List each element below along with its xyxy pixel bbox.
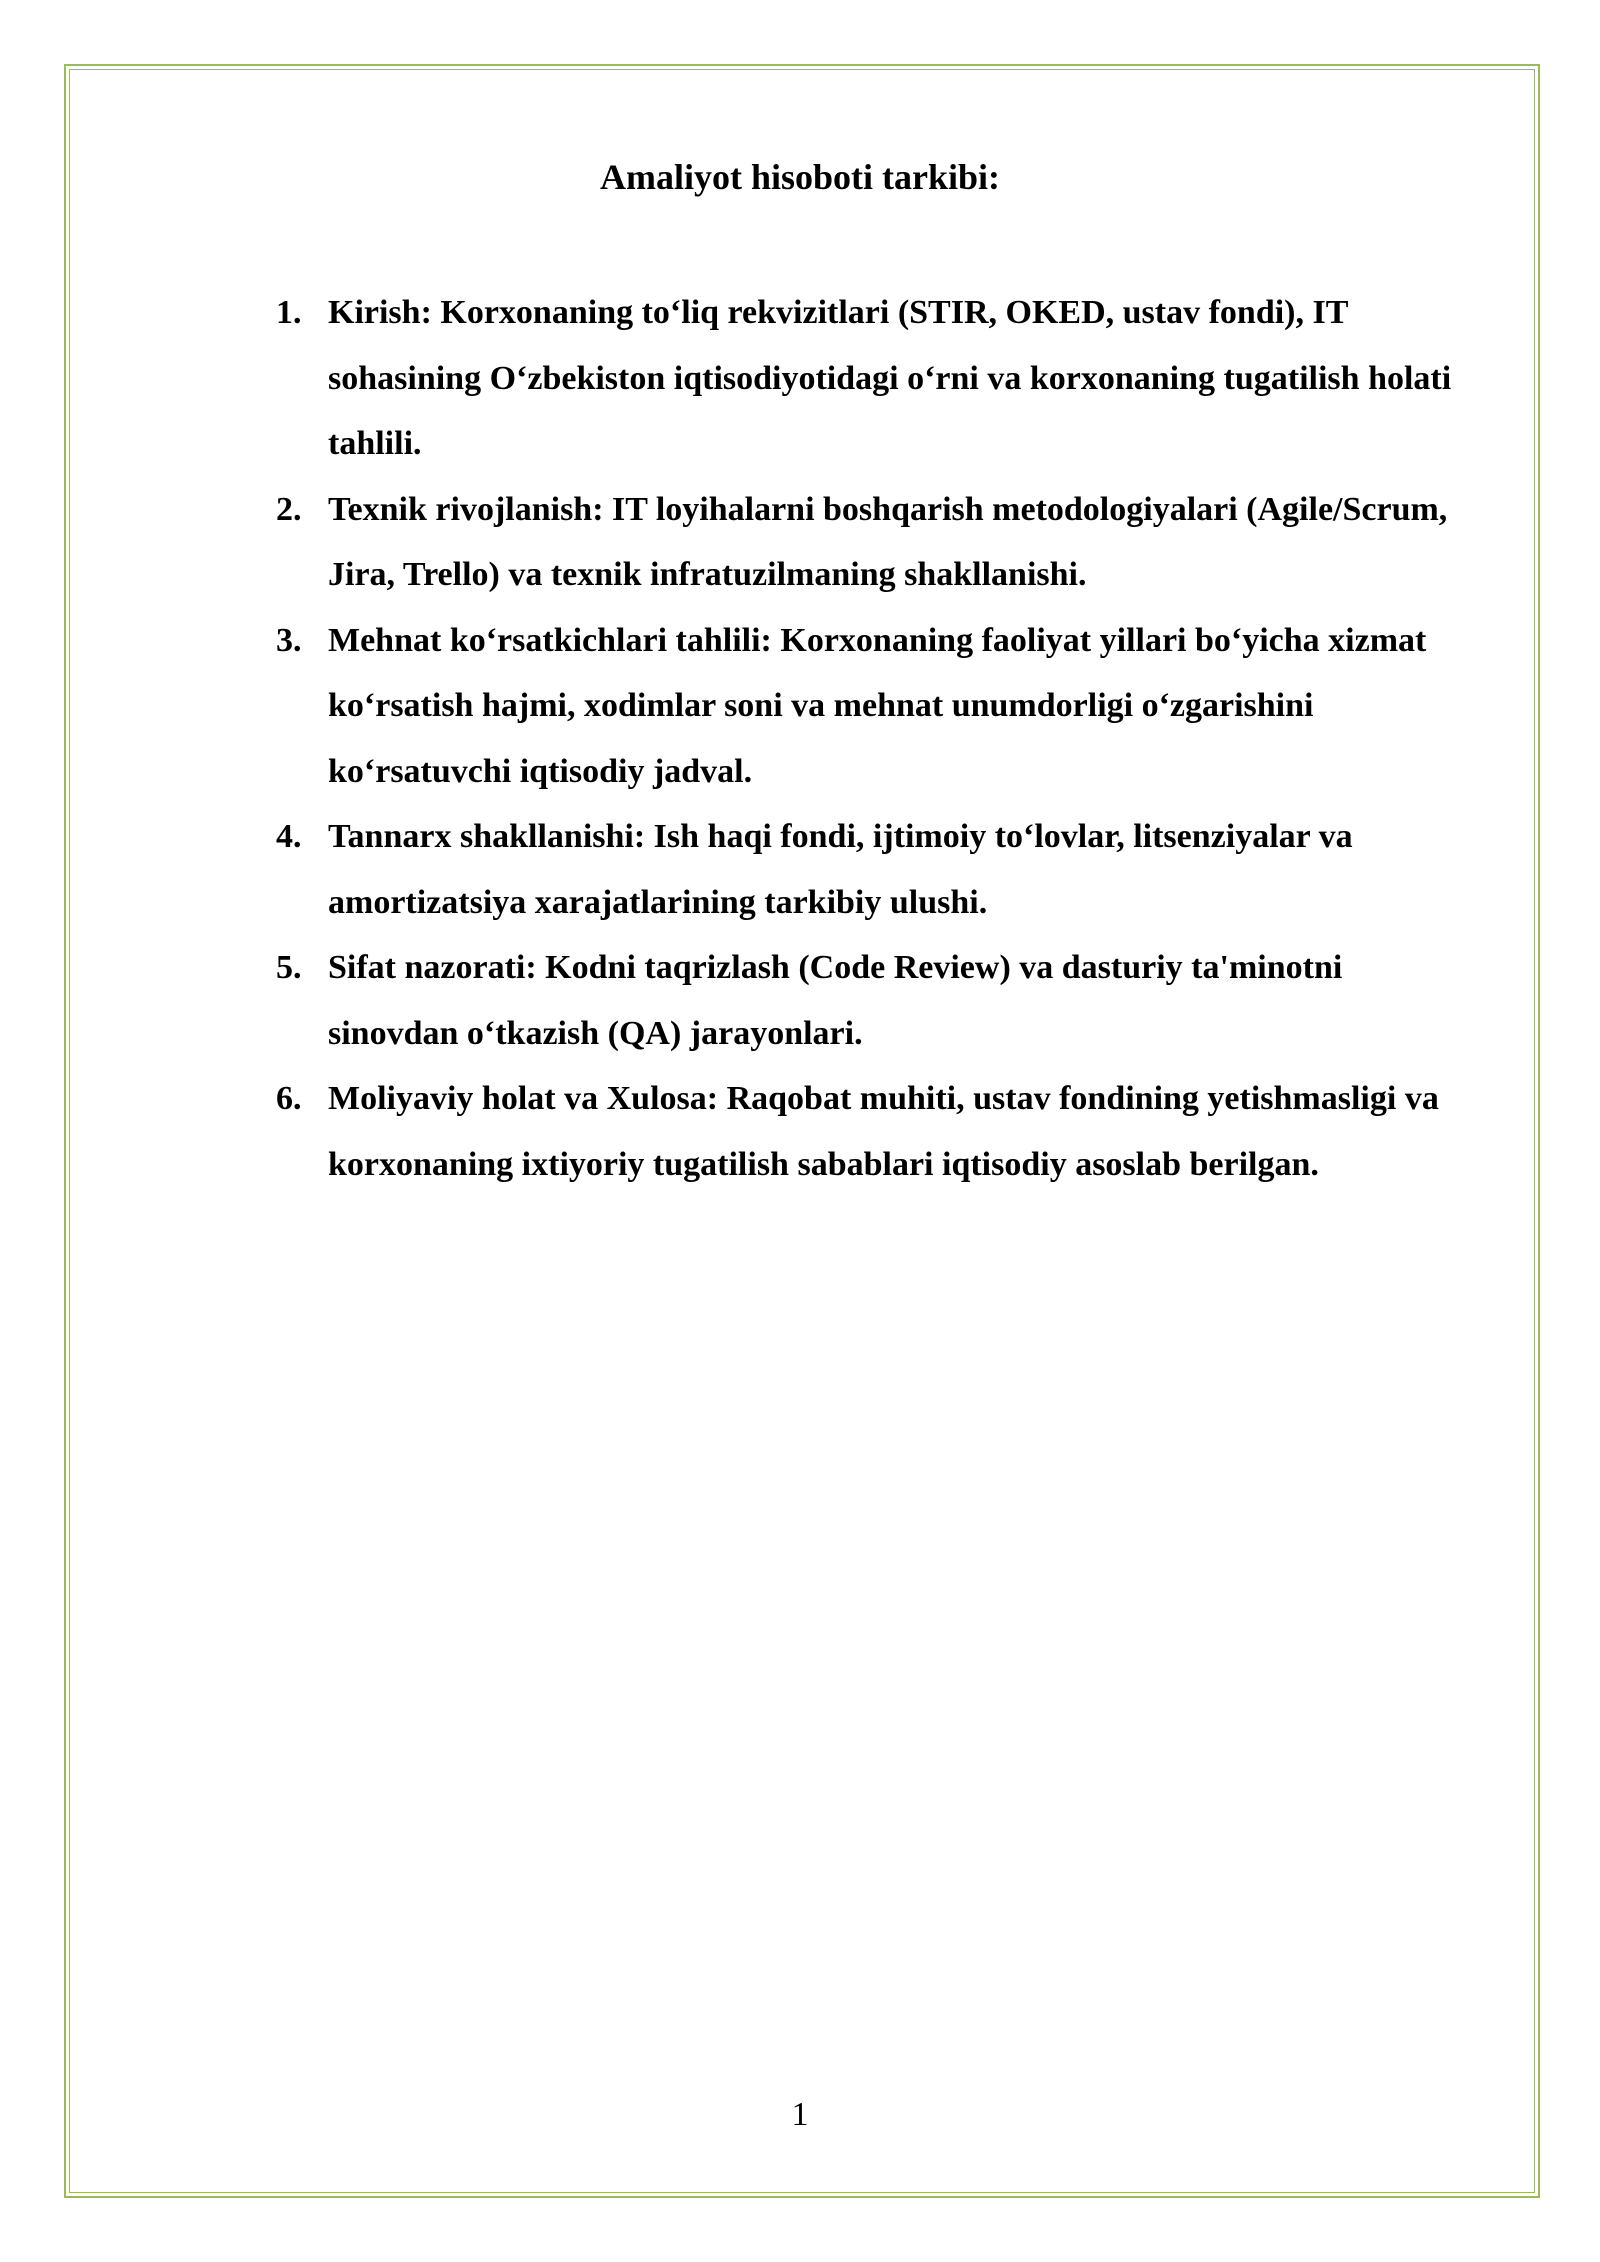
list-item-text: Texnik rivojlanish: IT loyihalarni boshqarish metodologiyalari (Agile/Scrum, Jira, Trello) va texnik infratuzilmaning shakllanishi. [328, 490, 1448, 593]
list-item-text: Moliyaviy holat va Xulosa: Raqobat muhiti, ustav fondining yetishmasligi va korxonaning ixtiyoriy tugatilish sabablari iqtisodiy asoslab berilgan. [328, 1080, 1439, 1183]
list-item-number: 2. [276, 490, 302, 528]
document-title: Amaliyot hisoboti tarkibi: [599, 157, 1001, 197]
list-item [276, 1066, 1476, 1197]
list-item-number: 1. [276, 294, 302, 331]
list-item-text: Kirish: Korxonaning to‘liq rekvizitlari (STIR, OKED, ustav fondi), IT sohasining O‘zbekiston iqtisodiyotidagi o‘rni va korxonaning tugatilish holati tahlili. [328, 294, 1452, 462]
list-item [276, 935, 1476, 1066]
list-item-number: 4. [276, 818, 302, 855]
contents-list [276, 280, 1476, 1197]
list-item-number: 3. [276, 621, 302, 659]
list-item-number: 6. [276, 1080, 302, 1117]
list-item [276, 608, 1476, 805]
list-item [276, 477, 1476, 608]
list-item-text: Mehnat ko‘rsatkichlari tahlili: Korxonaning faoliyat yillari bo‘yicha xizmat ko‘rsatish hajmi, xodimlar soni va mehnat unumdorligi o‘zgarishini ko‘rsatuvchi iqtisodiy jadval. [328, 621, 1427, 790]
list-item-text: Sifat nazorati: Kodni taqrizlash (Code Review) va dasturiy ta'minotni sinovdan o‘tkazish (QA) jarayonlari. [328, 949, 1343, 1052]
list-item-number: 5. [276, 949, 302, 986]
page-number: 1 [791, 2096, 809, 2133]
list-item-text: Tannarx shakllanishi: Ish haqi fondi, ijtimoiy to‘lovlar, litsenziyalar va amortizatsiya xarajatlarining tarkibiy ulushi. [328, 818, 1353, 921]
list-item [276, 280, 1476, 477]
list-item [276, 804, 1476, 935]
